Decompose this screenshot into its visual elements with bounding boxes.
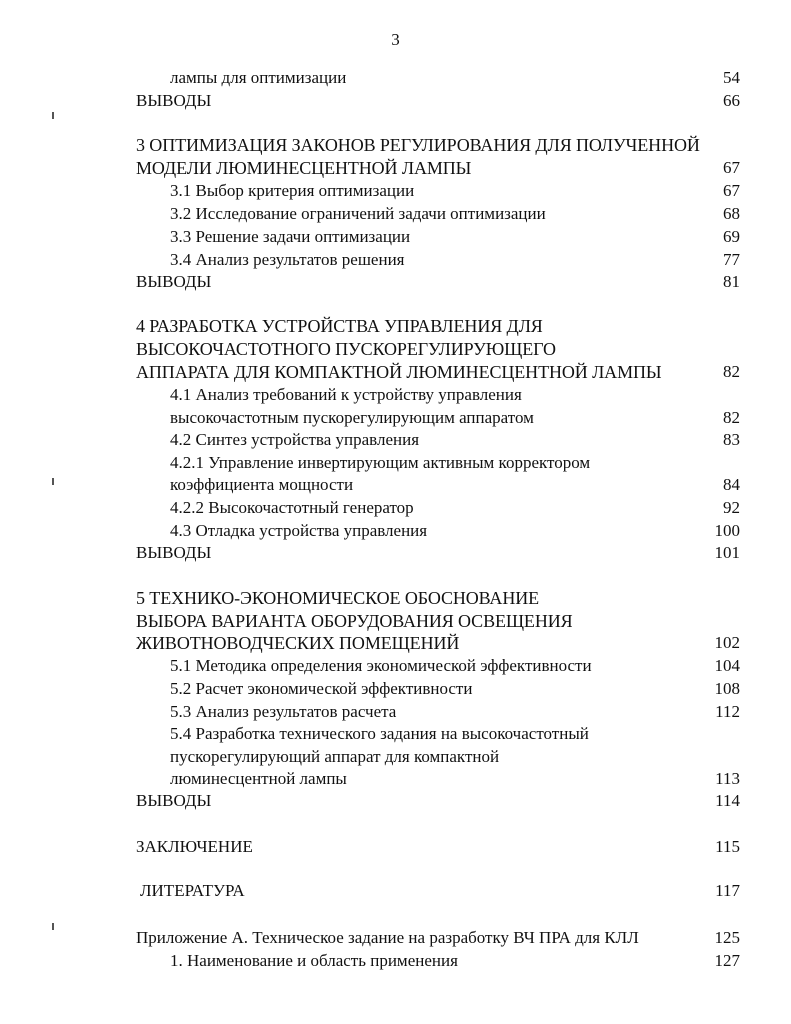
- toc-entry-page: 83: [723, 430, 740, 449]
- toc-entry-text: 4 РАЗРАБОТКА УСТРОЙСТВА УПРАВЛЕНИЯ ДЛЯ: [136, 316, 543, 336]
- toc-entry-text: высокочастотным пускорегулирующим аппаратом: [170, 408, 534, 427]
- toc-entry-page: 67: [723, 158, 740, 177]
- toc-entry-text: Приложение А. Техническое задание на разработку ВЧ ПРА для КЛЛ: [136, 928, 639, 947]
- toc-entry-page: 68: [723, 204, 740, 223]
- toc-entry-page: 66: [723, 91, 740, 110]
- toc-entry-text: 4.1 Анализ требований к устройству управления: [170, 385, 522, 404]
- toc-entry-text: 4.2.2 Высокочастотный генератор: [170, 498, 414, 517]
- toc-entry-page: 82: [723, 362, 740, 381]
- toc-entry-text: 4.3 Отладка устройства управления: [170, 521, 428, 540]
- toc-entry-text: ВЫВОДЫ: [136, 543, 212, 562]
- toc-entry-page: 114: [715, 791, 740, 810]
- toc-entry-text: ЛИТЕРАТУРА: [140, 881, 245, 900]
- toc-entry-text: МОДЕЛИ ЛЮМИНЕСЦЕНТНОЙ ЛАМПЫ: [136, 158, 472, 178]
- toc-entry-text: ЖИВОТНОВОДЧЕСКИХ ПОМЕЩЕНИЙ: [136, 633, 460, 653]
- toc-entry-text: люминесцентной лампы: [170, 769, 347, 788]
- toc-entry-text: 5.3 Анализ результатов расчета: [170, 702, 397, 721]
- toc-entry-page: 67: [723, 181, 740, 200]
- toc-entry-page: 127: [714, 951, 740, 970]
- toc-entry-text: 3 ОПТИМИЗАЦИЯ ЗАКОНОВ РЕГУЛИРОВАНИЯ ДЛЯ ПОЛУЧЕННОЙ: [136, 135, 700, 155]
- toc-entry-text: 5 ТЕХНИКО-ЭКОНОМИЧЕСКОЕ ОБОСНОВАНИЕ: [136, 588, 540, 608]
- toc-entry-page: 54: [723, 68, 740, 87]
- toc-entry-page: 77: [723, 250, 740, 269]
- toc-entry-text: 3.1 Выбор критерия оптимизации: [170, 181, 415, 200]
- page-number: 3: [391, 30, 400, 49]
- toc-entry-page: 82: [723, 408, 740, 427]
- toc-entry-page: 104: [714, 656, 740, 675]
- toc-entry-text: коэффициента мощности: [170, 475, 354, 494]
- toc-entry-text: 3.4 Анализ результатов решения: [170, 250, 405, 269]
- toc-entry-page: 113: [715, 769, 740, 788]
- toc-entry-text: ВЫВОДЫ: [136, 791, 212, 810]
- toc-entry-text: 1. Наименование и область применения: [170, 951, 458, 970]
- toc-entry-page: 108: [714, 679, 740, 698]
- toc-entry-page: 115: [715, 837, 740, 856]
- toc-entry-text: 4.2 Синтез устройства управления: [170, 430, 420, 449]
- toc-entry-page: 84: [723, 475, 740, 494]
- toc-entry-text: 3.3 Решение задачи оптимизации: [170, 227, 411, 246]
- scan-mark: [52, 112, 54, 119]
- toc-entry-page: 102: [714, 633, 740, 652]
- toc-entry-text: 3.2 Исследование ограничений задачи оптимизации: [170, 204, 546, 223]
- scan-mark: [52, 478, 54, 485]
- toc-entry-page: 112: [715, 702, 740, 721]
- toc-entry-text: ВЫБОРА ВАРИАНТА ОБОРУДОВАНИЯ ОСВЕЩЕНИЯ: [136, 611, 573, 631]
- toc-entry-text: 4.2.1 Управление инвертирующим активным корректором: [170, 453, 591, 472]
- toc-entry-text: пускорегулирующий аппарат для компактной: [170, 747, 500, 766]
- toc-entry-text: лампы для оптимизации: [170, 68, 347, 87]
- toc-entry-page: 81: [723, 272, 740, 291]
- toc-entry-page: 69: [723, 227, 740, 246]
- toc-entry-page: 101: [714, 543, 740, 562]
- toc-entry-text: ВЫСОКОЧАСТОТНОГО ПУСКОРЕГУЛИРУЮЩЕГО: [136, 339, 556, 359]
- toc-entry-page: 125: [714, 928, 740, 947]
- toc-entry-page: 117: [715, 881, 740, 900]
- toc-entry-text: ВЫВОДЫ: [136, 272, 212, 291]
- toc-entry-text: ЗАКЛЮЧЕНИЕ: [136, 837, 253, 856]
- toc-entry-text: ВЫВОДЫ: [136, 91, 212, 110]
- toc-entry-page: 92: [723, 498, 740, 517]
- toc-entry-text: АППАРАТА ДЛЯ КОМПАКТНОЙ ЛЮМИНЕСЦЕНТНОЙ ЛАМПЫ: [136, 362, 662, 382]
- toc-entry-text: 5.2 Расчет экономической эффективности: [170, 679, 473, 698]
- toc-entry-text: 5.4 Разработка технического задания на высокочастотный: [170, 724, 589, 743]
- toc-entry-text: 5.1 Методика определения экономической эффективности: [170, 656, 592, 675]
- toc-entry-page: 100: [714, 521, 740, 540]
- scan-mark: [52, 923, 54, 930]
